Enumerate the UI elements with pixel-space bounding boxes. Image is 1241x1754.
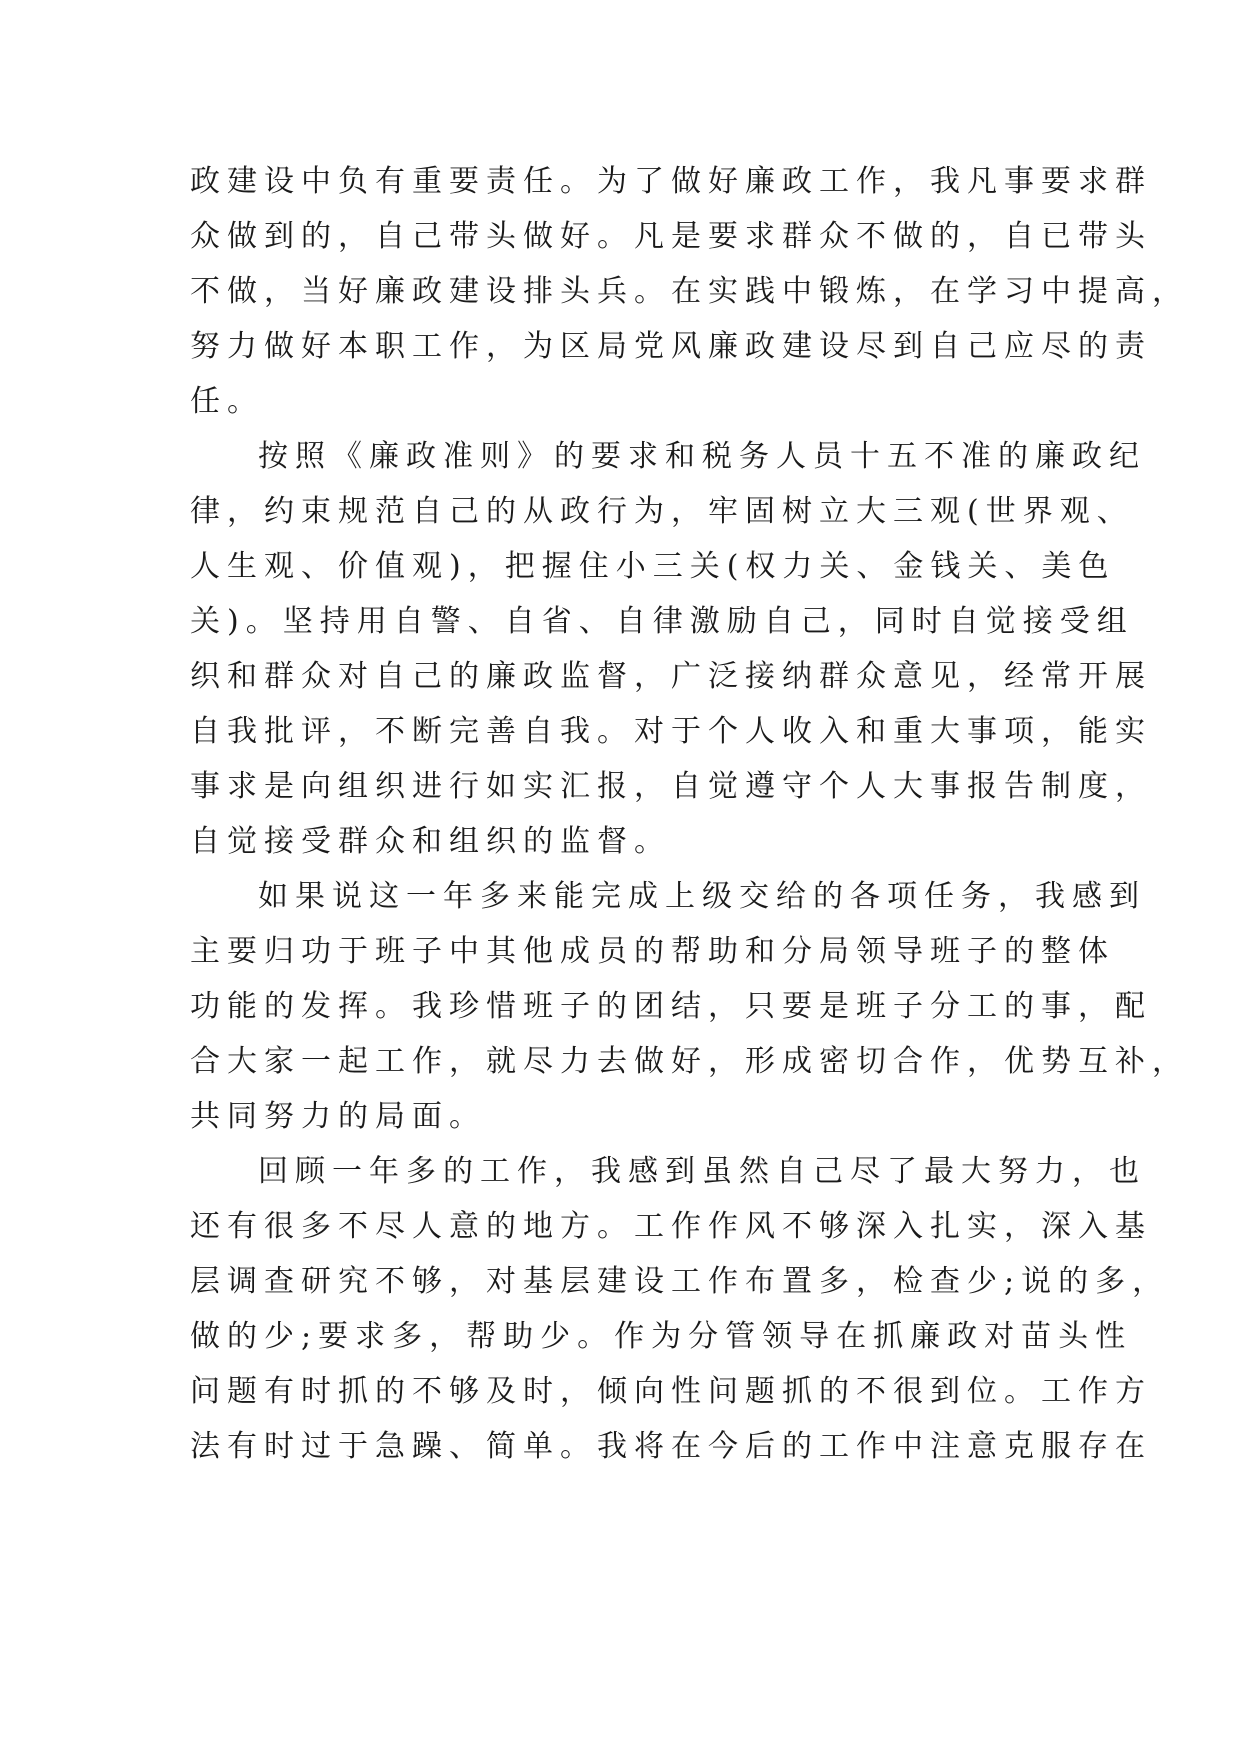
text-line: 还有很多不尽人意的地方。工作作风不够深入扎实，深入基 <box>190 1209 1152 1244</box>
text-line: 事求是向组织进行如实汇报，自觉遵守个人大事报告制度， <box>190 769 1152 804</box>
text-line: 做的少;要求多，帮助少。作为分管领导在抓廉政对苗头性 <box>190 1319 1133 1354</box>
text-line: 回顾一年多的工作，我感到虽然自己尽了最大努力，也 <box>258 1154 1146 1189</box>
text-line: 功能的发挥。我珍惜班子的团结，只要是班子分工的事，配 <box>190 989 1152 1024</box>
text-line: 共同努力的局面。 <box>190 1099 486 1134</box>
text-line: 努力做好本职工作，为区局党风廉政建设尽到自己应尽的责 <box>190 329 1152 364</box>
text-line: 任。 <box>190 384 264 419</box>
text-line: 人生观、价值观)，把握住小三关(权力关、金钱关、美色 <box>190 549 1116 584</box>
text-line: 政建设中负有重要责任。为了做好廉政工作，我凡事要求群 <box>190 164 1152 199</box>
text-line: 众做到的，自己带头做好。凡是要求群众不做的，自已带头 <box>190 219 1152 254</box>
paragraph-2 <box>190 429 1152 869</box>
paragraph-4 <box>190 1144 1170 1474</box>
text-line: 法有时过于急躁、简单。我将在今后的工作中注意克服存在 <box>190 1429 1152 1464</box>
text-line: 自觉接受群众和组织的监督。 <box>190 824 671 859</box>
text-line: 不做，当好廉政建设排头兵。在实践中锻炼，在学习中提高， <box>190 274 1189 309</box>
text-line: 合大家一起工作，就尽力去做好，形成密切合作，优势互补， <box>190 1044 1189 1079</box>
text-line: 问题有时抓的不够及时，倾向性问题抓的不很到位。工作方 <box>190 1374 1152 1409</box>
text-line: 关)。坚持用自警、自省、自律激励自己，同时自觉接受组 <box>190 604 1134 639</box>
text-line: 按照《廉政准则》的要求和税务人员十五不准的廉政纪 <box>258 439 1146 474</box>
paragraph-1 <box>190 154 1189 429</box>
text-line: 层调查研究不够，对基层建设工作布置多，检查少;说的多， <box>190 1264 1170 1299</box>
text-line: 律，约束规范自己的从政行为，牢固树立大三观(世界观、 <box>190 494 1134 529</box>
text-line: 如果说这一年多来能完成上级交给的各项任务，我感到 <box>258 879 1146 914</box>
document-body <box>190 154 1189 1474</box>
paragraph-3 <box>190 869 1189 1144</box>
text-line: 自我批评，不断完善自我。对于个人收入和重大事项，能实 <box>190 714 1152 749</box>
text-line: 织和群众对自己的廉政监督，广泛接纳群众意见，经常开展 <box>190 659 1152 694</box>
text-line: 主要归功于班子中其他成员的帮助和分局领导班子的整体 <box>190 934 1115 969</box>
